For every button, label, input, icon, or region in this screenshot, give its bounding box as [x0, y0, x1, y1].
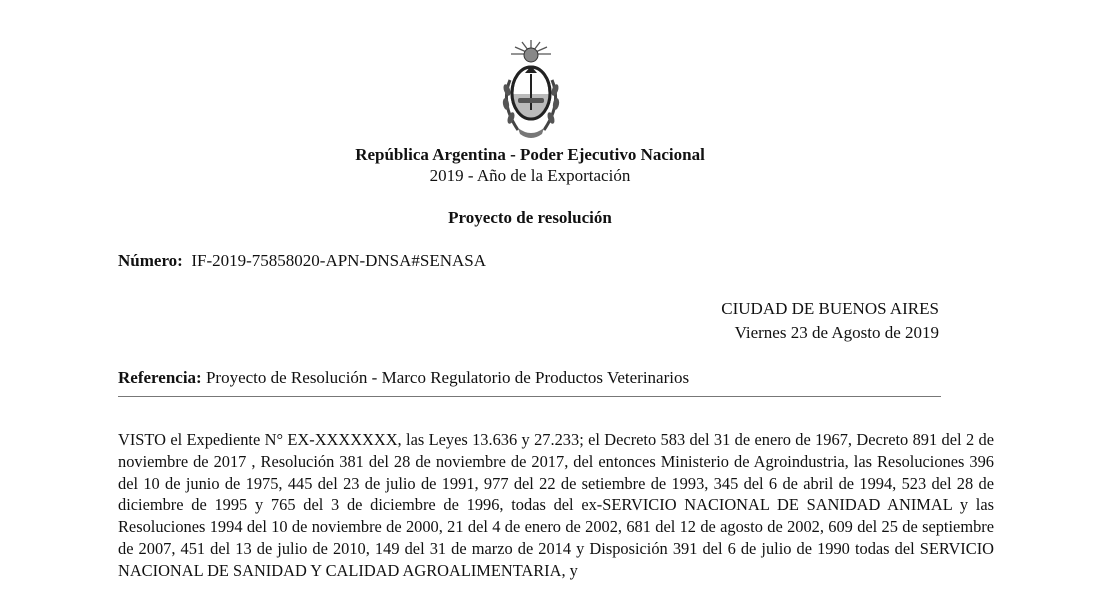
numero-value: IF-2019-75858020-APN-DNSA#SENASA	[191, 251, 487, 270]
document-type-title: Proyecto de resolución	[448, 208, 612, 227]
city: CIUDAD DE BUENOS AIRES	[721, 299, 939, 318]
visto-paragraph: VISTO el Expediente N° EX-XXXXXXX, las Leyes 13.636 y 27.233; el Decreto 583 del 31 de enero de 1967, Decreto 891 del 2 de noviembre de 2017 , Resolución 381 del 28 de noviembre de 2017, del entonces Ministerio de Agroindustria, las Resoluciones 396 del 10 de junio de 1975, 445 del 23 de julio de 1991, 977 del 22 de setiembre de 1993, 345 del 6 de abril de 1994, 523 del 28 de diciembre de 1995 y 765 del 3 de diciembre de 1996, todas del ex-SERVICIO NACIONAL DE SANIDAD ANIMAL y las Resoluciones 1994 del 10 de noviembre de 2000, 21 del 4 de enero de 2002, 681 del 12 de agosto de 2002, 609 del 25 de septiembre de 2007, 451 del 13 de julio de 2010, 149 del 31 de marzo de 2014 y Disposición 391 del 6 de julio de 1990 todas del SERVICIO NACIONAL DE SANIDAD Y CALIDAD AGROALIMENTARIA, y	[118, 430, 994, 580]
numero-label: Número:	[118, 251, 183, 270]
numero-row	[118, 251, 486, 271]
referencia-label: Referencia:	[118, 368, 202, 387]
header-title: República Argentina - Poder Ejecutivo Nacional	[355, 145, 705, 164]
divider	[118, 396, 941, 397]
header-year-motto: 2019 - Año de la Exportación	[429, 166, 631, 185]
coat-of-arms-icon	[496, 38, 566, 142]
referencia-row	[118, 368, 689, 388]
document-date: Viernes 23 de Agosto de 2019	[734, 323, 939, 342]
referencia-value: Proyecto de Resolución - Marco Regulatorio de Productos Veterinarios	[205, 368, 690, 387]
